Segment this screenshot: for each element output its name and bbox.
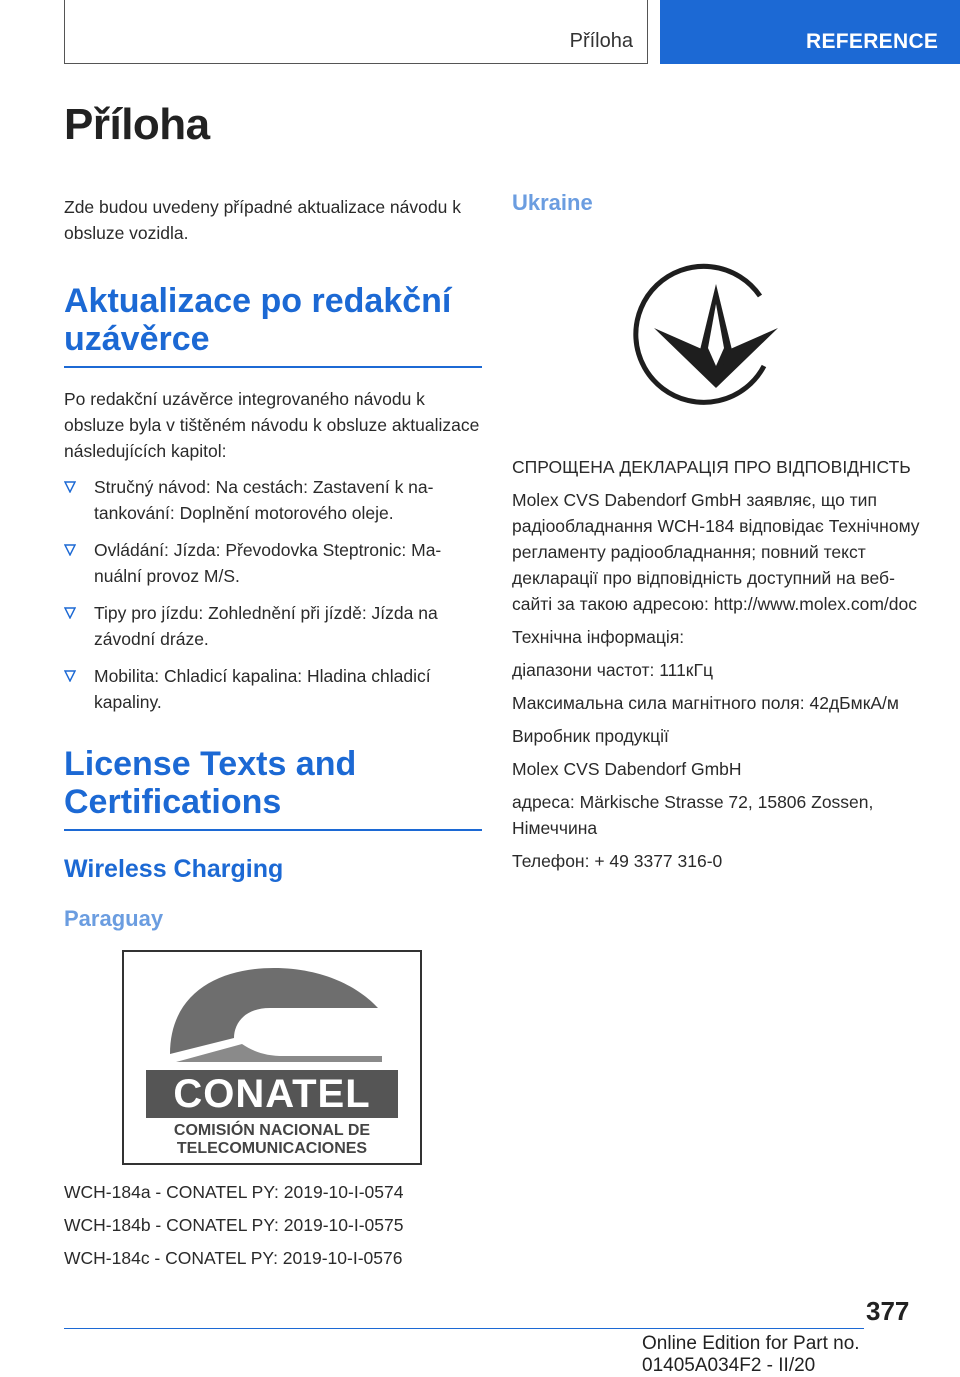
list-item-text: Ovládání: Jízda: Převodovka Steptronic: Manuální provoz M/S.	[94, 540, 442, 586]
ukraine-declaration	[512, 454, 932, 874]
conatel-caption-line2: TELECOMUNICACIONES	[176, 1140, 368, 1157]
certificate-line: WCH-184c - CONATEL PY: 2019-10-I-0576	[64, 1248, 403, 1268]
certificate-line: WCH-184a - CONATEL PY: 2019-10-I-0574	[64, 1182, 404, 1202]
conatel-caption	[124, 1122, 420, 1158]
paraguay-heading: Paraguay	[64, 906, 164, 931]
page-number: 377	[866, 1296, 910, 1326]
updates-text: Po redakční uzávěrce integrovaného návodu k obsluze byla v tištěném návodu k obsluze aktualizace následujících kapitol:	[64, 389, 480, 461]
triangle-bullet-icon	[64, 481, 76, 493]
certificate-line: WCH-184b - CONATEL PY: 2019-10-I-0575	[64, 1215, 404, 1235]
header-section-box	[64, 0, 648, 64]
frequency-range: діапазони частот: 111кГц	[512, 660, 713, 680]
left-column	[64, 96, 482, 1278]
triangle-bullet-icon	[64, 607, 76, 619]
page-title: Příloha	[64, 100, 210, 149]
list-item	[64, 537, 482, 589]
wireless-charging-heading: Wireless Charging	[64, 855, 284, 883]
manufacturer-name: Molex CVS Dabendorf GmbH	[512, 759, 742, 779]
header-section-label: Příloha	[569, 30, 633, 52]
ukraine-conformity-mark-icon	[632, 256, 792, 416]
conatel-caption-line1: COMISIÓN NACIONAL DE	[173, 1122, 371, 1139]
right-column	[512, 190, 932, 881]
manufacturer-address: адреса: Märkische Strasse 72, 15806 Zossen, Німеччина	[512, 792, 874, 838]
footer-edition: Online Edition for Part no. 01405A034F2 - II/20	[642, 1333, 860, 1376]
triangle-bullet-icon	[64, 670, 76, 682]
list-item	[64, 474, 482, 526]
conatel-logo	[122, 950, 422, 1165]
updates-heading-line2: uzávěrce	[64, 320, 210, 358]
list-item-text: Tipy pro jízdu: Zohlednění při jízdě: Jízda na závodní dráze.	[94, 603, 438, 649]
manufacturer-phone: Телефон: + 49 3377 316-0	[512, 851, 723, 871]
license-heading-line2: Certifications	[64, 783, 282, 821]
conatel-brand: CONATEL	[173, 1072, 371, 1116]
intro-text: Zde budou uvedeny případné aktualizace návodu k obsluze vozidla.	[64, 197, 461, 243]
reference-tab[interactable]	[660, 0, 960, 64]
list-item-text: Mobilita: Chladicí kapalina: Hladina chladicí kapaliny.	[94, 666, 431, 712]
reference-tab-label: REFERENCE	[806, 30, 939, 53]
updates-list	[64, 474, 482, 715]
license-heading-line1: License Texts and	[64, 745, 357, 783]
ukraine-heading: Ukraine	[512, 190, 593, 215]
paraguay-certificates	[64, 1179, 482, 1271]
tech-info-label: Технічна інформація:	[512, 627, 685, 647]
list-item	[64, 600, 482, 652]
license-heading	[64, 745, 482, 831]
ukraine-mark	[632, 256, 792, 416]
list-item-text: Stručný návod: Na cestách: Zastavení k natankování: Doplnění motorového oleje.	[94, 477, 434, 523]
list-item	[64, 663, 482, 715]
updates-heading	[64, 282, 482, 368]
declaration-text: Molex CVS Dabendorf GmbH заявляє, що тип радіообладнання WCH-184 відповідає Технічному регламенту радіообладнання; повний текст декларації про відповідність доступний на веб-сайті за такою адресою: http://www.molex.com/doc	[512, 490, 920, 614]
magnetic-field: Максимальна сила магнітного поля: 42дБмкА/м	[512, 693, 899, 713]
footer-divider	[64, 1328, 864, 1329]
updates-heading-line1: Aktualizace po redakční	[64, 282, 452, 320]
manufacturer-label: Виробник продукції	[512, 726, 669, 746]
declaration-title: СПРОЩЕНА ДЕКЛАРАЦІЯ ПРО ВІДПОВІДНІСТЬ	[512, 457, 911, 477]
triangle-bullet-icon	[64, 544, 76, 556]
